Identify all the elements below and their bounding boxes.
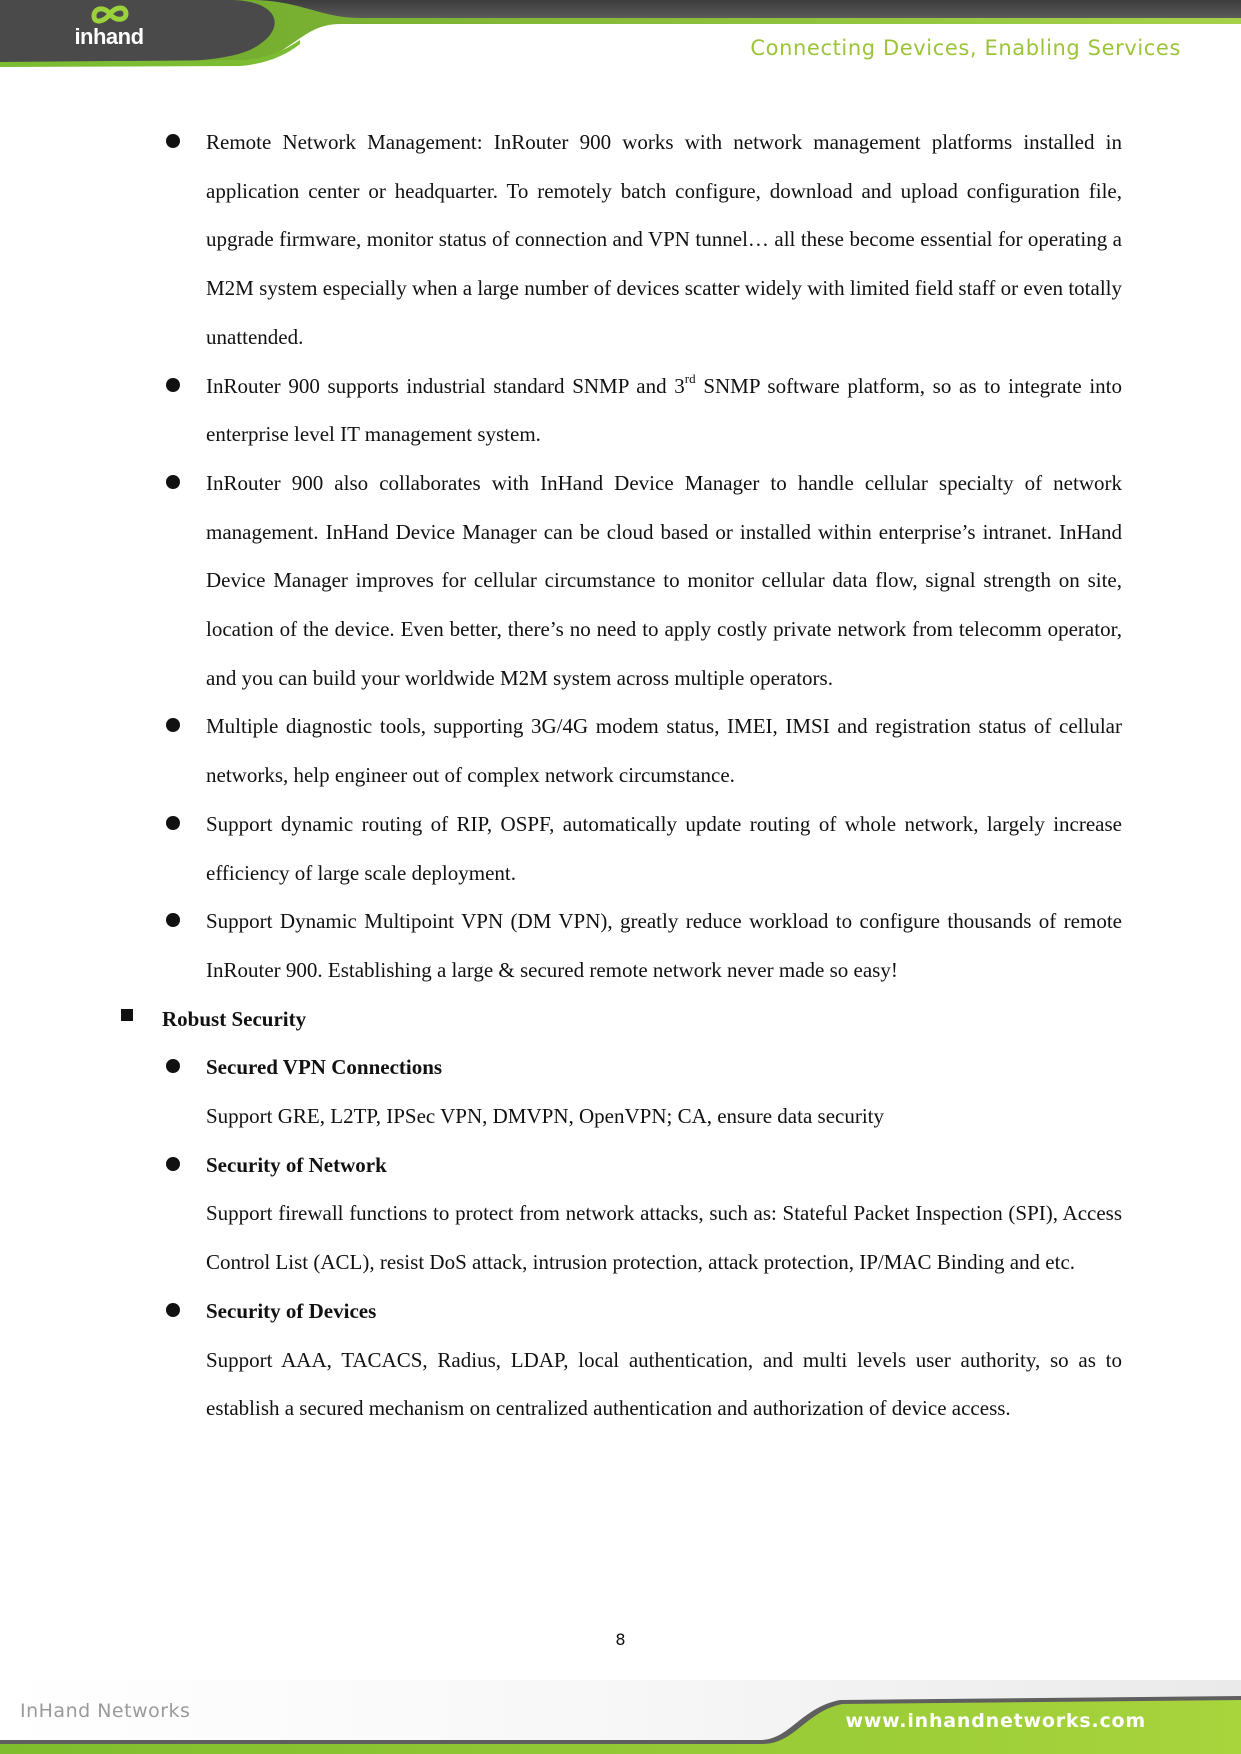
security-item-title: Security of Devices (206, 1298, 377, 1323)
security-item-body: Support firewall functions to protect from network attacks, such as: Stateful Packet Inspection (SPI), Access Control List (ACL), resist DoS attack, intrusion protection, attack protection, IP/MAC Binding and etc. (206, 1201, 1122, 1275)
page-number: 8 (615, 1630, 626, 1649)
bullet-icon (166, 816, 180, 830)
list-item (118, 897, 1122, 994)
bullet-icon (166, 475, 180, 489)
bullet-text: Support dynamic routing of RIP, OSPF, automatically update routing of whole network, largely increase efficiency of large scale deployment. (206, 811, 1122, 885)
logo-text: inhand (74, 24, 144, 49)
bullet-icon (166, 378, 180, 392)
security-item-title: Security of Network (206, 1152, 387, 1177)
bullet-icon (166, 1157, 180, 1171)
list-item (118, 362, 1122, 459)
square-bullet-icon (121, 1009, 133, 1021)
bullet-icon (166, 1059, 180, 1073)
document-body (118, 118, 1122, 1433)
list-item (118, 800, 1122, 897)
bullet-text: Remote Network Management: InRouter 900 works with network management platforms installed in application center or headquarter. To remotely batch configure, download and upload configuration file, upgrade firmware, monitor status of connection and VPN tunnel… all these become essential for operating a M2M system especially when a large number of devices scatter widely with limited field staff or even totally unattended. (206, 130, 1122, 349)
security-item-body: Support GRE, L2TP, IPSec VPN, DMVPN, OpenVPN; CA, ensure data security (206, 1104, 884, 1129)
list-item (118, 459, 1122, 703)
bullet-icon (166, 718, 180, 732)
security-item-title: Secured VPN Connections (206, 1055, 443, 1080)
page-header (0, 0, 1241, 80)
security-item-body: Support AAA, TACACS, Radius, LDAP, local authentication, and multi levels user authority, so as to establish a secured mechanism on centralized authentication and authorization of device access. (206, 1347, 1122, 1421)
footer-company-name: InHand Networks (20, 1700, 191, 1722)
footer-website-link[interactable]: www.inhandnetworks.com (845, 1710, 1146, 1732)
header-tagline: Connecting Devices, Enabling Services (750, 36, 1181, 60)
bullet-icon (166, 1303, 180, 1317)
bullet-text: Support Dynamic Multipoint VPN (DM VPN), greatly reduce workload to configure thousands of remote InRouter 900. Establishing a large & secured remote network never made so easy! (206, 909, 1122, 982)
list-item (118, 118, 1122, 362)
page-footer (0, 1680, 1241, 1754)
security-item (118, 1043, 1122, 1140)
security-item (118, 1287, 1122, 1433)
bullet-icon (166, 913, 180, 927)
bullet-icon (166, 134, 180, 148)
security-item (118, 1141, 1122, 1287)
bullet-text: InRouter 900 also collaborates with InHand Device Manager to handle cellular specialty of network management. InHand Device Manager can be cloud based or installed within enterprise’s intranet. InHand Device Manager improves for cellular circumstance to monitor cellular data flow, signal strength on site, location of the device. Even better, there’s no need to apply costly private network from telecomm operator, and you can build your worldwide M2M system across multiple operators. (206, 470, 1122, 690)
ordinal-superscript: rd (684, 370, 696, 386)
bullet-text: Multiple diagnostic tools, supporting 3G/4G modem status, IMEI, IMSI and registration status of cellular networks, help engineer out of complex network circumstance. (206, 714, 1122, 788)
list-item (118, 702, 1122, 799)
bullet-text: InRouter 900 supports industrial standard SNMP and 3rd SNMP software platform, so as to integrate into enterprise level IT management system. (206, 370, 1122, 447)
section-heading (118, 995, 1122, 1044)
section-title: Robust Security (162, 1006, 307, 1031)
